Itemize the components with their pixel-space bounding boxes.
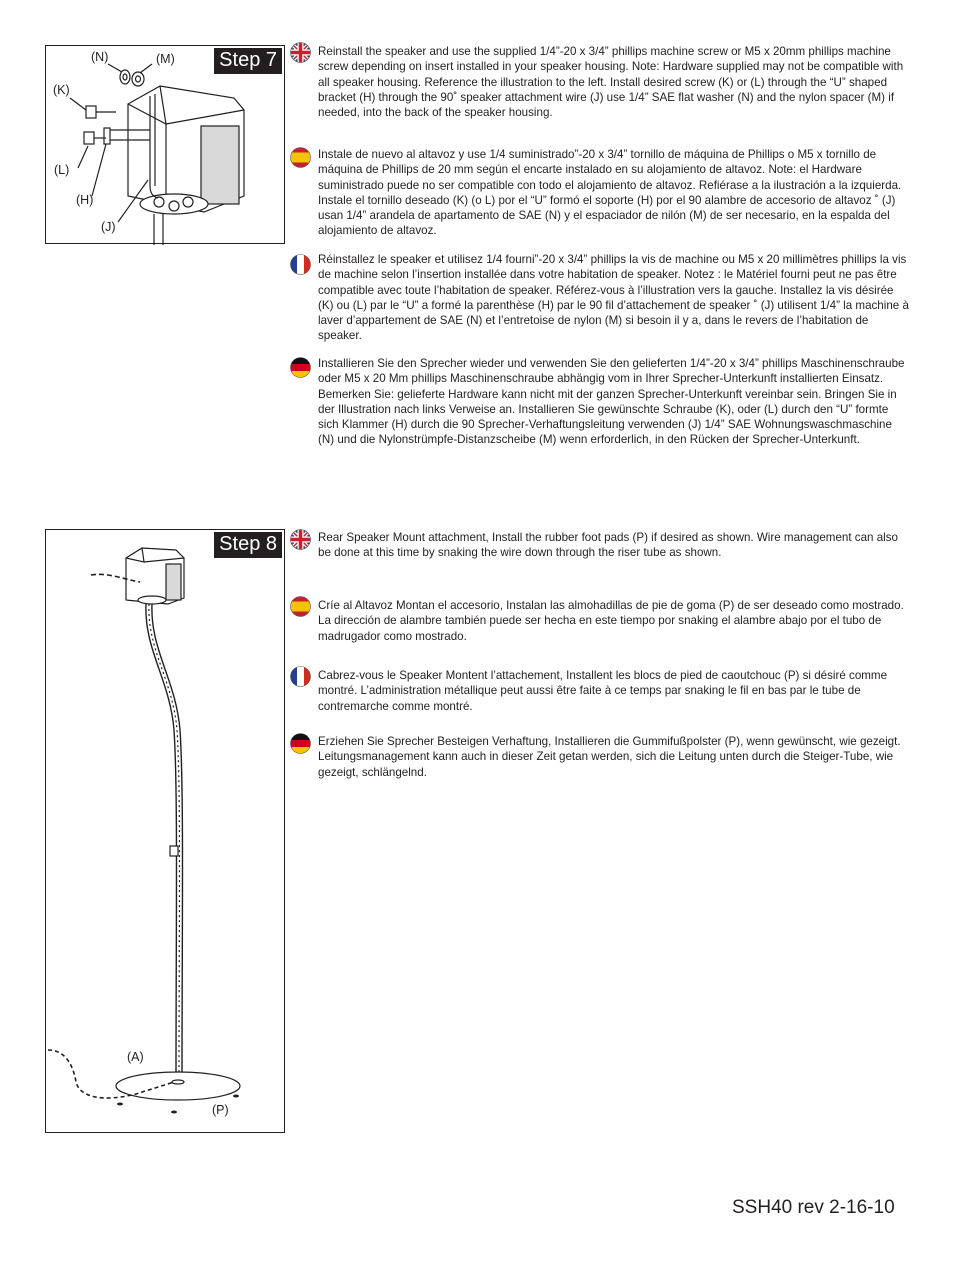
- callout-k: (K): [53, 83, 70, 97]
- uk-flag-icon: [290, 42, 311, 63]
- step8-text-en: Rear Speaker Mount attachment, Install the rubber foot pads (P) if desired as shown. Wire management can also be done at this time by snaking the wire down through the riser tube as shown.: [318, 531, 898, 560]
- step8-text-de: Erziehen Sie Sprecher Besteigen Verhaftung, Installieren die Gummifußpolster (P), wenn gewünscht, wie gezeigt. Leitungsmanagement kann auch in dieser Zeit getan werden, sich die Leitung unten durch die Steiger-Tube, wie gezeigt, schlängelnd.: [318, 735, 901, 779]
- document-revision: SSH40 rev 2-16-10: [732, 1197, 895, 1218]
- stand-drawing: [46, 530, 286, 1134]
- step8-text-es: Críe al Altavoz Montan el accesorio, Instalan las almohadillas de pie de goma (P) de ser deseado como mostrado. La dirección de alambre también puede ser hecha en este tiempo por snaking el alambre abajo por el tubo de madrugador como mostrado.: [318, 599, 904, 643]
- callout-j: (J): [101, 220, 116, 234]
- uk-flag-icon: [290, 529, 311, 550]
- france-flag-icon: [290, 666, 311, 687]
- step8-illustration: [45, 529, 285, 1133]
- speaker-bracket-drawing: [46, 46, 286, 245]
- step7-text-fr: Réinstallez le speaker et utilisez 1/4 fourni”-20 x 3/4” phillips la vis de machine ou M5 x 20 millimètres phillips la vis de machine selon l’insertion installée dans votre habitation de speaker. Notez : le Matériel fourni peut ne pas être compatible avec toute l’habitation de speaker. Référez-vous à l’illustration vers la gauche. Installez la vis désirée (K) ou (L) par le “U” a formé la parenthèse (H) par le 90 fil d’attachement de speaker ˚ (J) utilisent 1/4” la machine à laver d’appartement de SAE (N) et l’entretoise de nylon (M) si besoin il y a, dans le revers de l’habitation de speaker.: [318, 253, 909, 343]
- callout-l: (L): [54, 163, 70, 177]
- spain-flag-icon: [290, 147, 311, 168]
- step7-text-de: Installieren Sie den Sprecher wieder und verwenden Sie den gelieferten 1/4”-20 x 3/4” phillips Maschinenschraube oder M5 x 20 Mm phillips Maschinenschraube abhängig vom in Ihrer Sprecher-Unterkunft installierten Einsatz. Bemerken Sie: gelieferte Hardware kann nicht mit der ganzen Sprecher-Unterkunft vereinbar sein. Bringen Sie in der Illustration nach links Verweise an. Installieren Sie gewünschte Schraube (K), oder (L) durch den “U” formte sich Klammer (H) durch die 90 Sprecher-Verhaftungsleitung verwenden (J) 1/4” SAE Wohnungswaschmaschine (N) und die Nylonstrümpfe-Distanzscheibe (M) wenn erforderlich, in den Rücken der Sprecher-Unterkunft.: [318, 357, 905, 447]
- callout-p: (P): [212, 1103, 229, 1117]
- germany-flag-icon: [290, 733, 311, 754]
- spain-flag-icon: [290, 596, 311, 617]
- step7-text-es: Instale de nuevo al altavoz y use 1/4 suministrado”-20 x 3/4” tornillo de máquina de Phillips o M5 x tornillo de máquina de Phillips de 20 mm según el encarte instalado en su alojamiento de altavoz. Note: el Hardware suministrado puede no ser compatible con todo el alojamiento de altavoz. Refiérase a la ilustración a la izquierda. Instale el tornillo deseado (K) (o L) por el “U” formó el soporte (H) por el 90 alambre de accesorio de altavoz ˚ (J) usan 1/4” arandela de apartamento de SAE (N) y el espaciador de nilón (M) de ser necesario, en la espalda del alojamiento de altavoz.: [318, 148, 902, 238]
- step7-badge: Step 7: [214, 48, 282, 74]
- callout-h: (H): [76, 193, 94, 207]
- step7-illustration: [45, 45, 285, 244]
- callout-n: (N): [91, 50, 109, 64]
- callout-m: (M): [156, 52, 175, 66]
- france-flag-icon: [290, 254, 311, 275]
- germany-flag-icon: [290, 357, 311, 378]
- callout-a: (A): [127, 1050, 144, 1064]
- step8-text-fr: Cabrez-vous le Speaker Montent l’attachement, Installent les blocs de pied de caoutchouc (P) si désiré comme montré. L’administration métallique peut aussi être faite à ce temps par snaking le fil en bas par le tube de contremarche comme montré.: [318, 669, 888, 713]
- step8-badge: Step 8: [214, 532, 282, 558]
- step7-text-en: Reinstall the speaker and use the supplied 1/4”-20 x 3/4” phillips machine screw or M5 x 20mm phillips machine screw depending on insert installed in your speaker housing. Note: Hardware supplied may not be compatible with all speaker housing. Reference the illustration to the left. Install desired screw (K) or (L) through the “U” shaped bracket (H) through the 90˚ speaker attachment wire (J) use 1/4” SAE flat washer (N) and the nylon spacer (M) if needed, into the back of the speaker housing.: [318, 45, 904, 120]
